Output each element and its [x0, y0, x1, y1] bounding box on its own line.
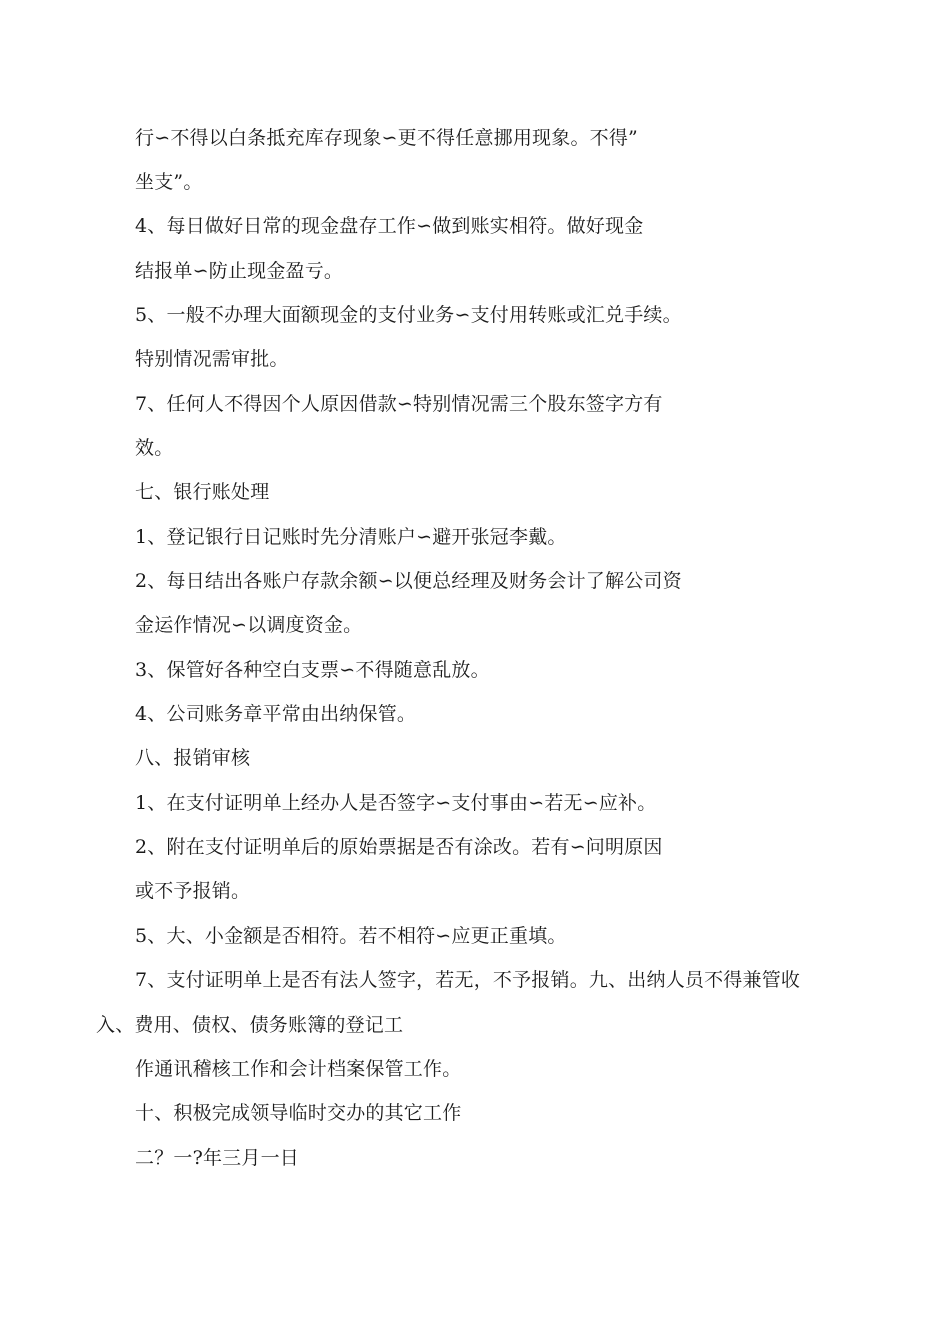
text-line: 1、在支付证明单上经办人是否签字∽支付事由∽若无∽应补。: [135, 792, 657, 814]
section-heading: 八、报销审核: [135, 747, 251, 769]
text-line: 4、每日做好日常的现金盘存工作∽做到账实相符。做好现金: [135, 215, 644, 237]
text-line: 特别情况需审批。: [135, 348, 289, 370]
text-line: 坐支”。: [135, 171, 203, 193]
section-heading: 七、银行账处理: [135, 481, 270, 503]
section-heading: 十、积极完成领导临时交办的其它工作: [135, 1102, 462, 1124]
text-line: 1、登记银行日记账时先分清账户∽避开张冠李戴。: [135, 526, 567, 548]
text-line: 2、每日结出各账户存款余额∽以便总经理及财务会计了解公司资: [135, 570, 682, 592]
text-line: 金运作情况∽以调度资金。: [135, 614, 363, 636]
document-date: 二？一?年三月一日: [135, 1147, 299, 1169]
text-line: 7、任何人不得因个人原因借款∽特别情况需三个股东签字方有: [135, 393, 663, 415]
text-line: 或不予报销。: [135, 880, 251, 902]
text-line: 作通讯稽核工作和会计档案保管工作。: [135, 1058, 462, 1080]
text-line: 4、公司账务章平常由出纳保管。: [135, 703, 417, 725]
text-line: 行∽不得以白条抵充库存现象∽更不得任意挪用现象。不得”: [135, 127, 638, 149]
text-line: 5、大、小金额是否相符。若不相符∽应更正重填。: [135, 925, 567, 947]
text-line: 效。: [135, 437, 174, 459]
text-line: 2、附在支付证明单后的原始票据是否有涂改。若有∽问明原因: [135, 836, 663, 858]
text-line: 3、保管好各种空白支票∽不得随意乱放。: [135, 659, 490, 681]
text-line: 5、一般不办理大面额现金的支付业务∽支付用转账或汇兑手续。: [135, 304, 682, 326]
text-line: 7、支付证明单上是否有法人签字，若无，不予报销。九、出纳人员不得兼管收: [135, 969, 801, 991]
text-line: 入、费用、债权、债务账簿的登记工: [96, 1014, 404, 1036]
text-line: 结报单∽防止现金盈亏。: [135, 260, 344, 282]
